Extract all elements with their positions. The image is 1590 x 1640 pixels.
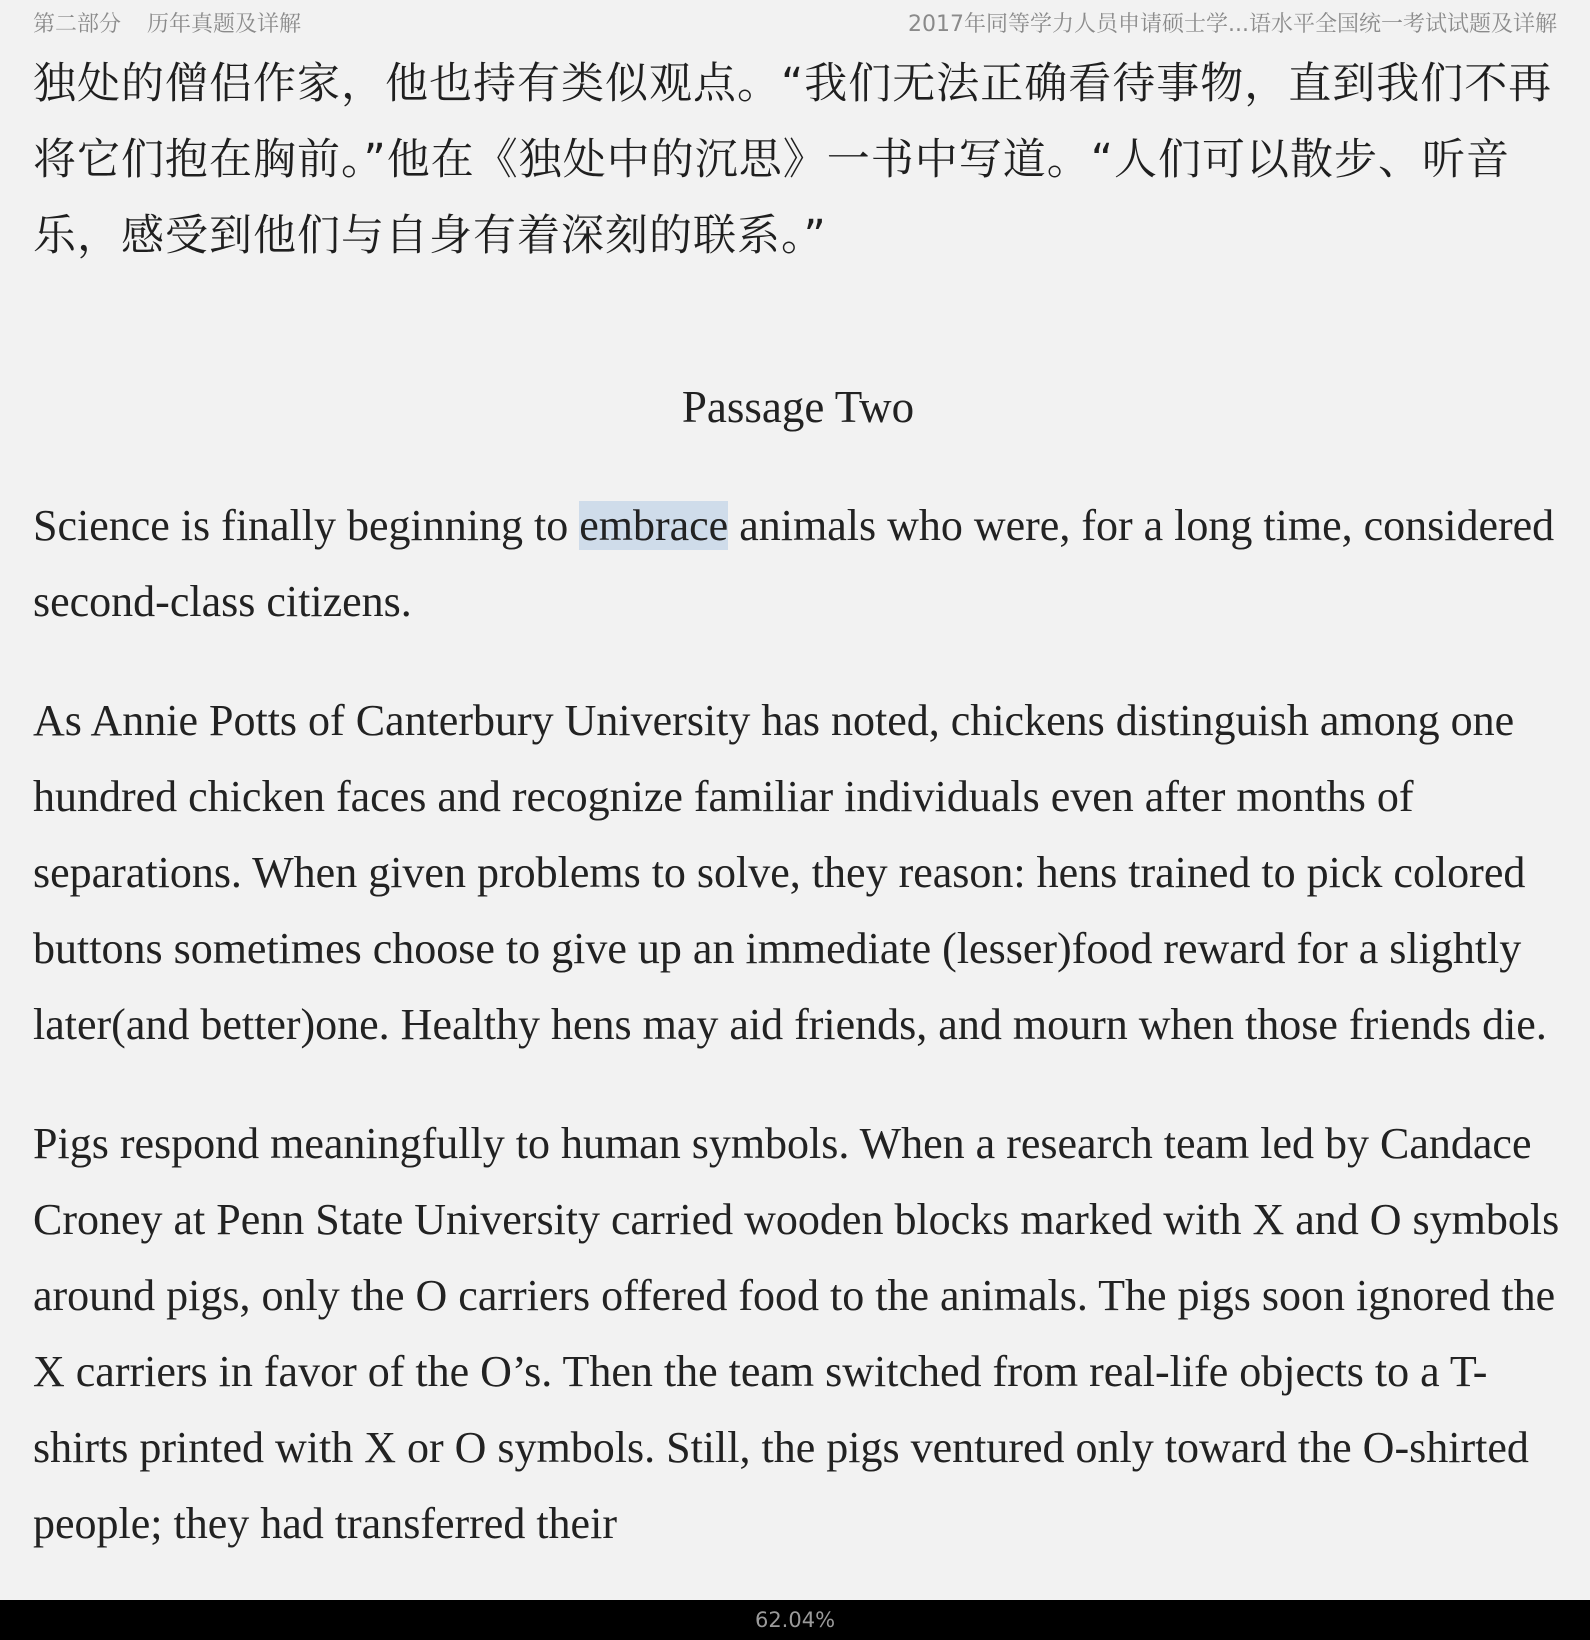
chinese-paragraph: 独处的僧侣作家，他也持有类似观点。“我们无法正确看待事物，直到我们不再将它们抱在胸前。”他在《独处中的沉思》一书中写道。“人们可以散步、听音乐，感受到他们与自身有着深刻的联系。” [33,59,1553,261]
reader-content [33,46,1563,1562]
p1-text-after: animals who were, for a long time, considered second-class citizens. [33,501,1555,626]
passage-paragraph-2[interactable]: As Annie Potts of Canterbury University has noted, chickens distinguish among one hundred chicken faces and recognize familiar individuals even after months of separations. When given problems to solve, they reason: hens trained to pick colored buttons sometimes choose to give up an immediate (lesser)food reward for a slightly later(and better)one. Healthy hens may aid friends, and mourn when those friends die. [33,696,1547,1049]
header-chapter: 历年真题及详解 [147,11,302,37]
running-header [33,4,1557,40]
header-left [33,7,301,38]
passage-paragraph-1[interactable] [33,488,1563,640]
highlighted-word[interactable]: embrace [579,501,729,550]
header-section: 第二部分 [33,11,122,37]
passage-title: Passage Two [681,382,915,432]
passage-paragraph-3[interactable]: Pigs respond meaningfully to human symbols. When a research team led by Candace Croney at Penn State University carried wooden blocks marked with X and O symbols around pigs, only the O carriers offered food to the animals. The pigs soon ignored the X carriers in favor of the O’s. Then the team switched from real-life objects to a T-shirts printed with X or O symbols. Still, the pigs ventured only toward the O-shirted people; they had transferred their [33,1119,1560,1548]
reading-progress-text: 62.04% [754,1608,836,1632]
p1-text-before: Science is finally beginning to [33,501,580,550]
header-book-title: 2017年同等学力人员申请硕士学...语水平全国统一考试试题及详解 [908,11,1557,37]
reading-progress-bar [0,1600,1590,1640]
